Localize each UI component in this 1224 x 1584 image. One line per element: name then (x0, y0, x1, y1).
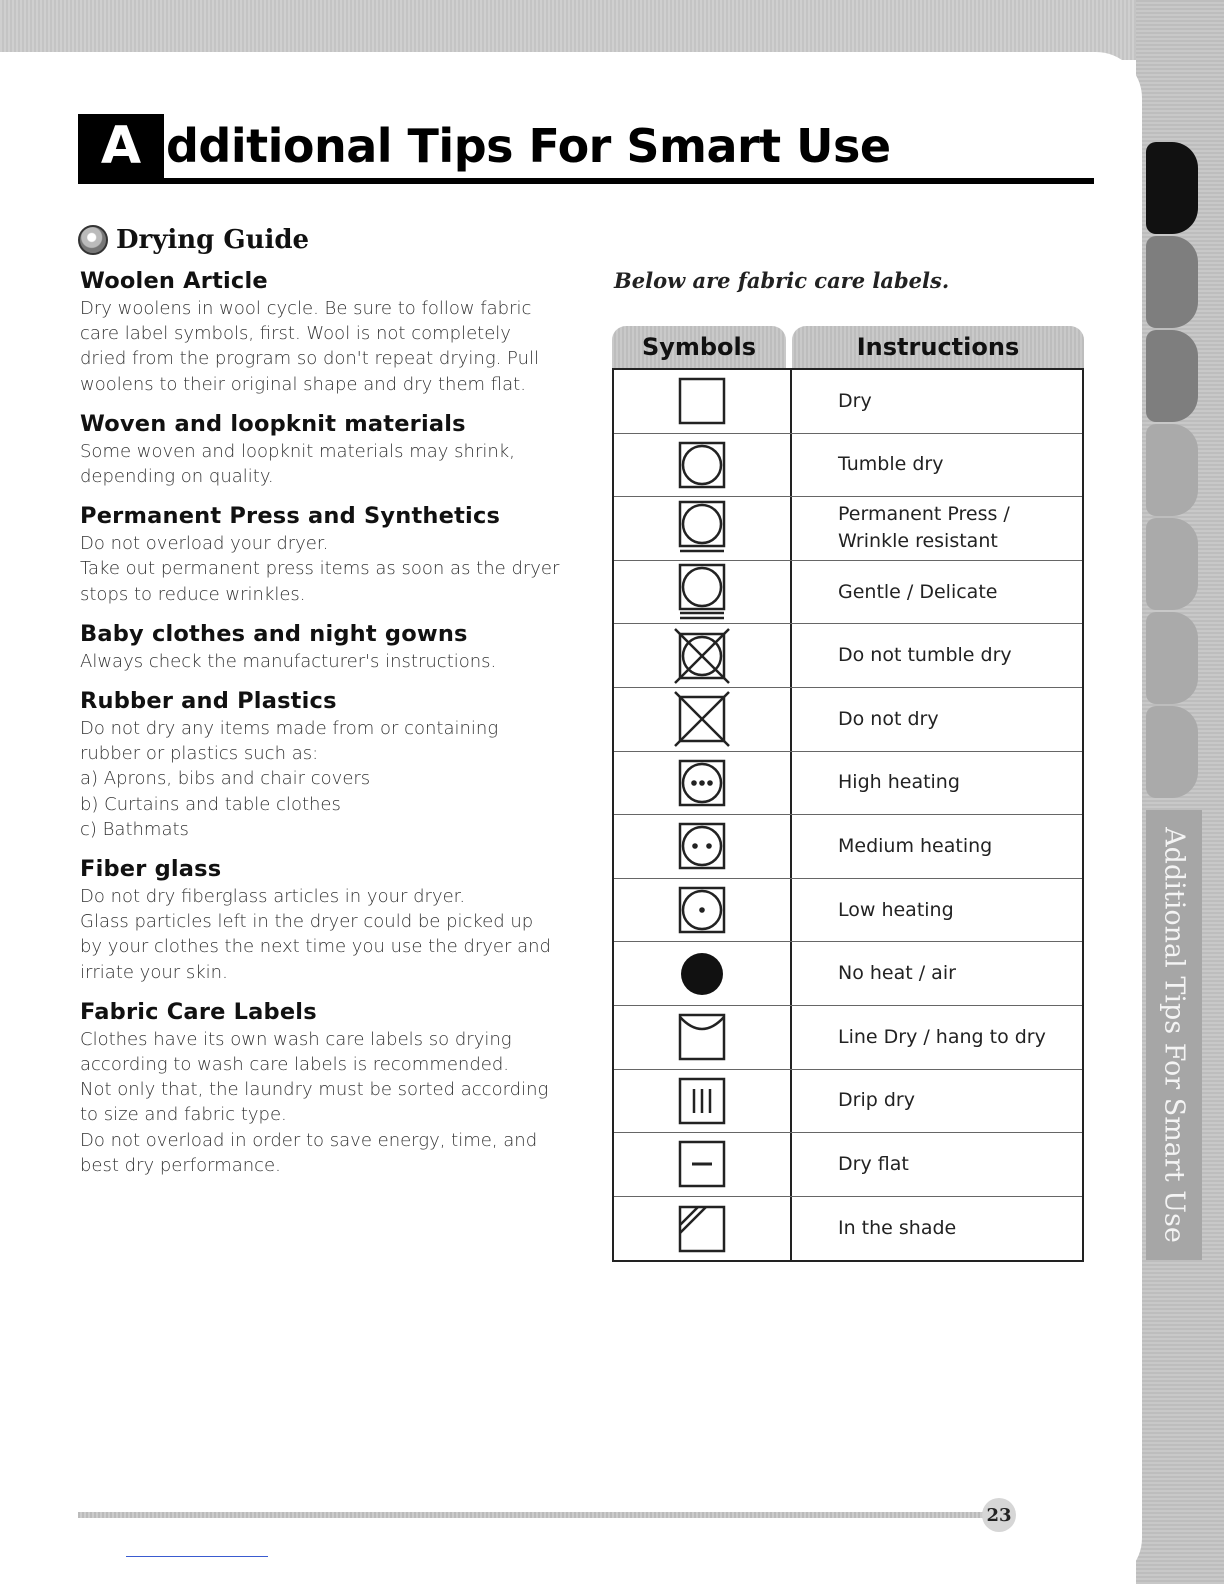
tip-text: Clothes have its own wash care labels so drying according to wash care labels is recommended. Not only that, the laundry must be sorted according to size and fabric type. Do not overload in order to save energy, time, and best dry performance. (80, 1028, 549, 1176)
table-row (614, 1070, 1082, 1134)
tip-heading: Permanent Press and Synthetics (80, 503, 501, 530)
tip-heading: Fiber glass (80, 856, 222, 883)
tip-block (80, 856, 570, 985)
table-header (612, 326, 1084, 368)
tips-column (80, 268, 570, 1192)
table-caption: Below are fabric care labels. (614, 268, 950, 293)
table-row (614, 942, 1082, 1006)
table-row (614, 561, 1082, 625)
table-row (614, 1197, 1082, 1261)
page-title (78, 112, 1094, 184)
instruction-text: High heating (838, 771, 960, 794)
instruction-text: Drip dry (838, 1089, 915, 1112)
instruction-text: Do not dry (838, 707, 939, 730)
medium-heat-icon (672, 816, 732, 876)
table-row (614, 815, 1082, 879)
care-label-table (612, 326, 1084, 1262)
instruction-text: No heat / air (838, 962, 956, 985)
tip-text: Do not dry fiberglass articles in your dryer. Glass particles left in the dryer could be picked up by your clothes the next time you use the dryer and irriate your skin. (80, 886, 551, 983)
table-row (614, 497, 1082, 561)
symbols-header: Symbols (612, 326, 786, 368)
section-title: Drying Guide (116, 225, 310, 255)
section-tab-1[interactable] (1146, 142, 1198, 234)
table-row (614, 434, 1082, 498)
side-tab-label[interactable] (1146, 810, 1202, 1260)
tip-block (80, 999, 570, 1178)
do-not-tumble-dry-icon (672, 626, 732, 686)
tip-heading: Rubber and Plastics (80, 688, 337, 715)
tip-text: Some woven and loopknit materials may shrink, depending on quality. (80, 440, 515, 488)
instruction-text: Line Dry / hang to dry (838, 1025, 1046, 1048)
dry-flat-icon (672, 1134, 732, 1194)
footer-rule (78, 1512, 988, 1518)
instruction-text: Tumble dry (838, 453, 944, 476)
table-row (614, 1133, 1082, 1197)
section-tab-4[interactable] (1146, 424, 1198, 516)
permanent-press-icon (672, 498, 732, 558)
page-number: 23 (982, 1498, 1016, 1532)
instruction-text: Gentle / Delicate (838, 580, 998, 603)
instruction-text: Low heating (838, 898, 954, 921)
instruction-text: Dry (838, 389, 872, 412)
top-band (0, 0, 1224, 60)
section-tab-2[interactable] (1146, 236, 1198, 328)
table-row (614, 624, 1082, 688)
tip-text: Dry woolens in wool cycle. Be sure to follow fabric care label symbols, first. Wool is not completely dried from the program so don't repeat drying. Pull woolens to their original shape and dry them flat. (80, 298, 540, 395)
instruction-text: In the shade (838, 1217, 957, 1240)
high-heat-icon (672, 753, 732, 813)
section-heading (78, 222, 309, 258)
tip-heading: Woolen Article (80, 268, 268, 294)
table-body (612, 368, 1084, 1262)
table-row (614, 879, 1082, 943)
line-dry-icon (672, 1007, 732, 1067)
tip-block (80, 268, 570, 397)
instruction-text: Do not tumble dry (838, 644, 1012, 667)
title-text: dditional Tips For Smart Use (166, 119, 891, 173)
section-tab-7[interactable] (1146, 706, 1198, 798)
bullet-icon (78, 225, 108, 255)
instruction-text: Medium heating (838, 834, 993, 857)
tip-heading: Baby clothes and night gowns (80, 620, 468, 647)
section-tab-5[interactable] (1146, 518, 1198, 610)
dry-symbol-icon (672, 371, 732, 431)
tip-block (80, 503, 570, 607)
tip-heading: Woven and loopknit materials (80, 410, 466, 437)
drip-dry-icon (672, 1071, 732, 1131)
tip-text: Do not dry any items made from or containing rubber or plastics such as: a) Aprons, bibs and chair covers b) Curtains and table clothes c) Bathmats (80, 718, 499, 840)
table-row (614, 688, 1082, 752)
tip-text: Always check the manufacturer's instructions. (80, 650, 497, 672)
no-heat-icon (672, 944, 732, 1004)
tip-block (80, 411, 570, 489)
shade-dry-icon (672, 1199, 732, 1259)
footer-link-line (126, 1556, 268, 1557)
tip-block (80, 688, 570, 842)
do-not-dry-icon (672, 689, 732, 749)
tip-block (80, 621, 570, 674)
section-tab-6[interactable] (1146, 612, 1198, 704)
instruction-text: Permanent Press / Wrinkle resistant (838, 503, 1010, 553)
gentle-delicate-icon (672, 562, 732, 622)
table-row (614, 370, 1082, 434)
tip-heading: Fabric Care Labels (80, 998, 317, 1025)
low-heat-icon (672, 880, 732, 940)
section-tab-3[interactable] (1146, 330, 1198, 422)
instruction-text: Dry flat (838, 1152, 909, 1175)
table-row (614, 1006, 1082, 1070)
title-initial: A (78, 114, 164, 178)
side-tab-text: Additional Tips For Smart Use (1158, 827, 1190, 1243)
tip-text: Do not overload your dryer. Take out permanent press items as soon as the dryer stops to reduce wrinkles. (80, 533, 560, 605)
tumble-dry-icon (672, 435, 732, 495)
table-row (614, 752, 1082, 816)
instructions-header: Instructions (792, 326, 1084, 368)
